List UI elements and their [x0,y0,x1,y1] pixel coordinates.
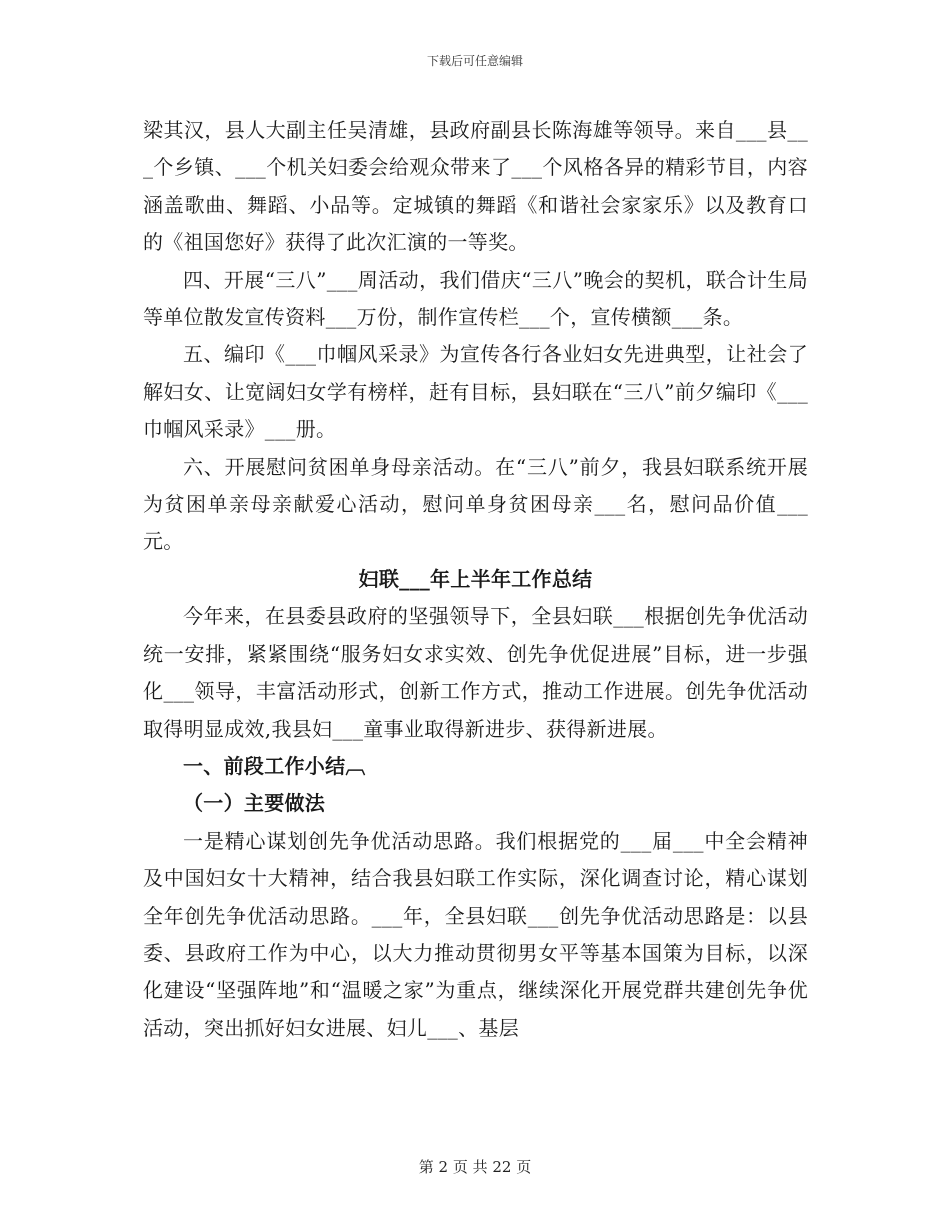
document-body [143,112,808,1047]
paragraph-continuation: 梁其汉，县人大副主任吴清雄，县政府副县长陈海雄等领导。来自___县___个乡镇、___个机关妇委会给观众带来了___个风格各异的精彩节目，内容涵盖歌曲、舞蹈、小品等。定城镇的舞蹈《和谐社会家家乐》以及教育口的《祖国您好》获得了此次汇演的一等奖。 [143,118,808,255]
paragraph-item-four: 四、开展“三八”___周活动，我们借庆“三八”晚会的契机，联合计生局等单位散发宣传资料___万份，制作宣传栏___个，宣传横额___条。 [143,267,808,330]
paragraph-item-five: 五、编印《___巾帼风采录》为宣传各行各业妇女先进典型，让社会了解妇女、让宽阔妇女学有榜样，赶有目标，县妇联在“三八”前夕编印《___巾帼风采录》___册。 [143,342,808,442]
paragraph-item-six: 六、开展慰问贫困单身母亲活动。在“三八”前夕，我县妇联系统开展为贫困单亲母亲献爱心活动，慰问单身贫困母亲___名，慰问品价值___元。 [143,454,808,554]
paragraph-method-one: 一是精心谋划创先争优活动思路。我们根据党的___届___中全会精神及中国妇女十大精神，结合我县妇联工作实际，深化调查讨论，精心谋划全年创先争优活动思路。___年，全县妇联___创先争优活动思路是：以县委、县政府工作为中心，以大力推动贯彻男女平等基本国策为目标，以深化建设“坚强阵地”和“温暖之家”为重点，继续深化开展党群共建创先争优活动，突出抓好妇女进展、妇儿___、基层 [143,828,808,1040]
heading-main-methods: （一）主要做法 [183,791,326,816]
paragraph-intro: 今年来，在县委县政府的坚强领导下，全县妇联___根据创先争优活动统一安排，紧紧围绕“服务妇女求实效、创先争优促进展”目标，进一步强化___领导，丰富活动形式，创新工作方式，推动工作进展。创先争优活动取得明显成效,我县妇___童事业取得新进步、获得新进展。 [143,604,808,741]
page-number-footer: 第 2 页 共 22 页 [418,1158,532,1176]
page-header-note: 下载后可任意编辑 [426,54,523,68]
section-title: 妇联___年上半年工作总结 [358,566,593,591]
heading-part-one: 一、前段工作小结︹ [183,753,366,778]
